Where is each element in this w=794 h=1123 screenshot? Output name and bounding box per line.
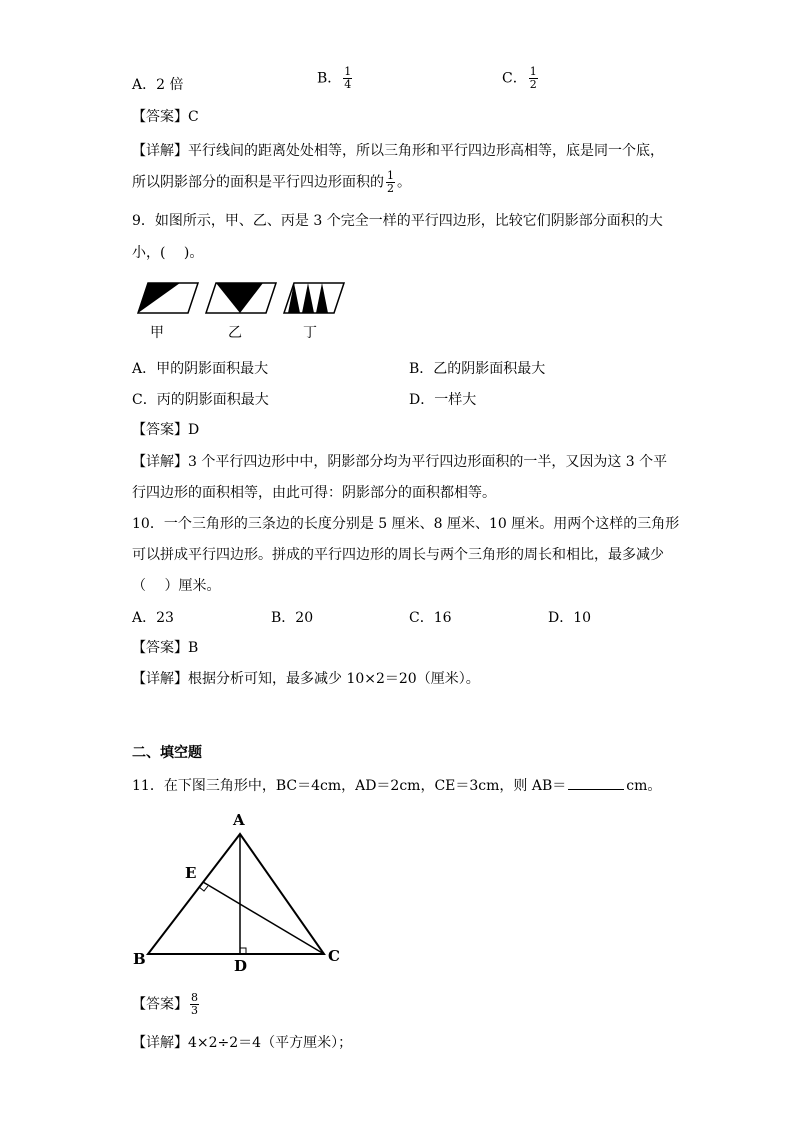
- q9-option-d: D．一样大: [409, 392, 477, 408]
- detail-tag: 【详解】: [132, 143, 188, 159]
- q8-detail-line2: [132, 170, 411, 195]
- answer-tag: 【答案】: [132, 996, 188, 1013]
- q11-answer: [132, 992, 201, 1017]
- q10-question-line2: 可以拼成平行四边形。拼成的平行四边形的周长与两个三角形的周长和相比，最多减少: [132, 547, 664, 563]
- q9-detail-line2: 行四边形的面积相等，由此可得：阴影部分的面积都相等。: [132, 485, 496, 501]
- q10-answer: 【答案】B: [132, 640, 199, 656]
- q11-question-unit: cm。: [626, 778, 662, 794]
- vertex-label-b: B: [133, 950, 146, 968]
- q11-answer-blank: [568, 775, 624, 790]
- detail-text: 平行线间的距离处处相等，所以三角形和平行四边形高相等，底是同一个底，: [188, 143, 664, 159]
- fraction-denominator: 2: [529, 78, 537, 91]
- q11-question-text: 11．在下图三角形中，BC＝4cm，AD＝2cm，CE＝3cm，则 AB＝: [132, 778, 567, 794]
- q8-answer: 【答案】C: [132, 109, 199, 125]
- q11-answer-fraction: [190, 992, 199, 1017]
- q8-option-a: A．2 倍: [132, 77, 184, 93]
- q10-option-b: B．20: [271, 610, 314, 626]
- q8-option-b-fraction: [343, 66, 352, 91]
- q9-option-a: A．甲的阴影面积最大: [132, 361, 269, 377]
- q8-option-c-fraction: [529, 66, 538, 91]
- detail-tag: 【详解】: [132, 671, 188, 687]
- q9-parallelogram-figures: [130, 280, 360, 344]
- detail-tag: 【详解】: [132, 1035, 188, 1051]
- q10-option-a: A．23: [132, 610, 174, 626]
- fraction-denominator: 2: [387, 182, 394, 195]
- q8-option-c-label: C．: [502, 70, 527, 87]
- q10-option-c: C．16: [409, 610, 452, 626]
- q8-detail-fraction: [386, 170, 395, 195]
- q8-detail-line1: [132, 141, 664, 161]
- q8-option-b-label: B．: [317, 70, 342, 87]
- detail-text: 4×2÷2＝4（平方厘米）；: [188, 1035, 353, 1051]
- fraction-numerator: 1: [344, 65, 352, 78]
- detail-text: 根据分析可知，最多减少 10×2＝20（厘米）。: [188, 671, 480, 687]
- point-label-e: E: [185, 864, 197, 882]
- q9-option-c: C．丙的阴影面积最大: [132, 392, 269, 408]
- fraction-numerator: 8: [191, 991, 198, 1004]
- point-label-d: D: [234, 957, 248, 975]
- q10-detail: [132, 669, 480, 689]
- detail-text: 3 个平行四边形中中，阴影部分均为平行四边形面积的一半，又因为这 3 个平: [188, 454, 668, 470]
- parallelogram-jia: [138, 283, 198, 313]
- q10-option-d: D．10: [548, 610, 592, 626]
- q11-question: [132, 775, 661, 796]
- detail-tag: 【详解】: [132, 454, 188, 470]
- detail-text: 所以阴影部分的面积是平行四边形面积的: [132, 174, 384, 191]
- fraction-denominator: 4: [344, 78, 352, 91]
- parallelogram-yi: [206, 283, 276, 313]
- q9-question-line1: 9．如图所示，甲、乙、丙是 3 个完全一样的平行四边形，比较它们阴影部分面积的大: [132, 213, 663, 229]
- q11-triangle-figure: [128, 806, 358, 978]
- q10-question-line1: 10．一个三角形的三条边的长度分别是 5 厘米、8 厘米、10 厘米。用两个这样的三角形: [132, 516, 680, 532]
- triangle-abc: [148, 834, 324, 954]
- q8-option-c: [502, 66, 540, 91]
- section-heading: 二、填空题: [132, 745, 202, 761]
- figure-label-yi: 乙: [228, 325, 242, 341]
- q11-detail: [132, 1033, 352, 1053]
- q9-option-b: B．乙的阴影面积最大: [409, 361, 546, 377]
- figure-label-jia: 甲: [150, 325, 164, 341]
- fraction-numerator: 1: [387, 169, 394, 182]
- q8-option-b: [317, 66, 354, 91]
- q9-answer: 【答案】D: [132, 422, 200, 438]
- q10-question-line3: （ ）厘米。: [132, 578, 221, 594]
- fraction-numerator: 1: [529, 65, 537, 78]
- detail-text-end: 。: [397, 174, 411, 191]
- parallelogram-ding: [284, 283, 344, 313]
- q9-question-line2: 小，( )。: [132, 245, 204, 261]
- vertex-label-c: C: [328, 947, 340, 965]
- altitude-ce: [203, 882, 324, 954]
- fraction-denominator: 3: [191, 1004, 198, 1017]
- q9-detail-line1: [132, 452, 667, 472]
- vertex-label-a: A: [233, 811, 245, 829]
- figure-label-ding: 丁: [303, 325, 317, 341]
